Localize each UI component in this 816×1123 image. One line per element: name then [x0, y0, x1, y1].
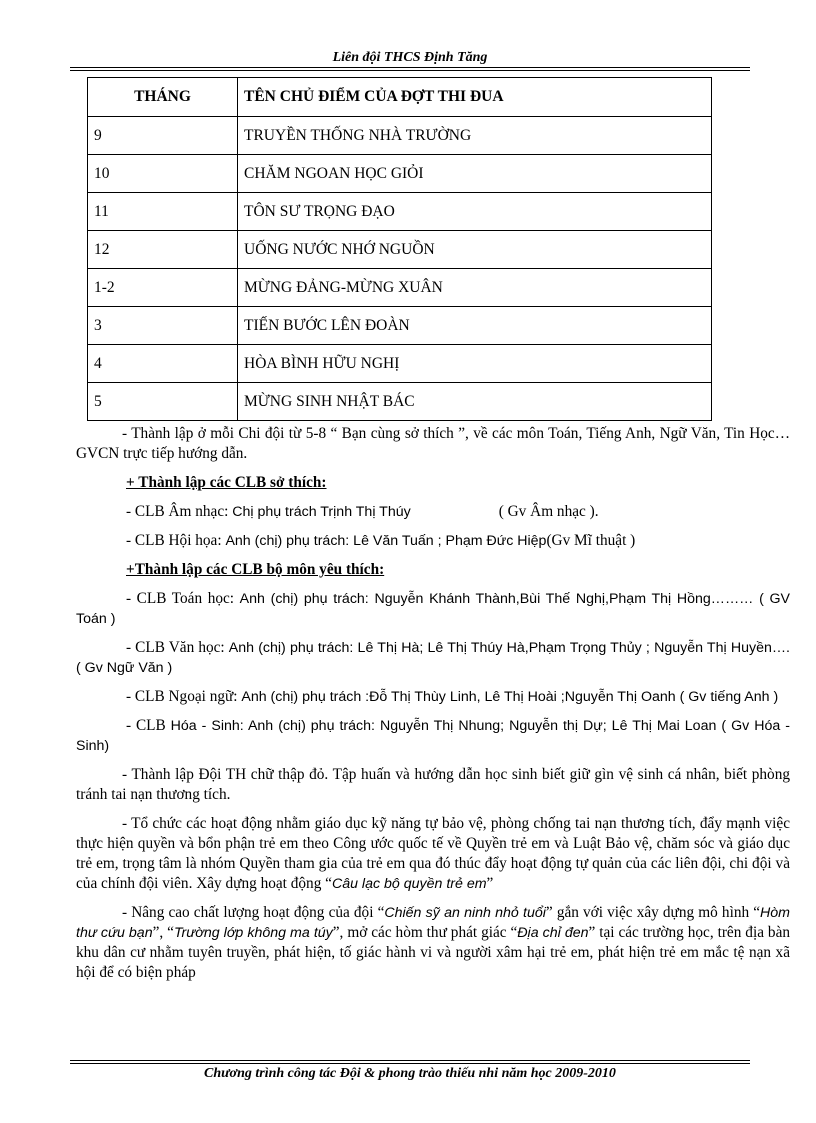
club-label: - CLB Toán học: [126, 590, 235, 607]
table-row [88, 269, 712, 307]
club-label: - CLB Văn học: [126, 639, 225, 656]
month-cell: 12 [88, 231, 238, 269]
section-heading-subject-clubs: +Thành lập các CLB bộ môn yêu thích: [126, 561, 385, 578]
paragraph-text: ” gắn với việc xây dựng mô hình “ [545, 904, 761, 921]
column-header-month: THÁNG [88, 78, 238, 117]
theme-cell: HÒA BÌNH HỮU NGHỊ [238, 345, 712, 383]
table-row [88, 193, 712, 231]
paragraph-text: - Nâng cao chất lượng hoạt động của đội “ [122, 904, 385, 921]
club-text: Anh (chị) phụ trách :Đỗ Thị Thùy Linh, Lê Thị Hoài ;Nguyễn Thị Oanh ( Gv tiếng Anh ) [241, 689, 779, 705]
paragraph-text: ” tại các trường học, trên địa bàn khu dân cư nhằm tuyên truyền, phát hiện, tố giác hành vi và người xâm hại trẻ em, phát hiện trẻ em mắc tệ nạn xã hội để có biện pháp [76, 924, 791, 981]
paragraph-text: - Tổ chức các hoạt động nhằm giáo dục kỹ năng tự bảo vệ, phòng chống tai nạn thương tích, đẩy mạnh việc thực hiện quyền và bổn phận trẻ em theo Công ước quốc tế về Quyền trẻ em và Luật Bảo vệ, chăm sóc và giáo dục trẻ em, trọng tâm là nhóm Quyền tham gia của trẻ em qua đó thúc đẩy hoạt động tự quản của các liên đội, chi đội và của chính đội viên. Xây dựng hoạt động “ [76, 815, 790, 892]
theme-cell: UỐNG NƯỚC NHỚ NGUỒN [238, 231, 712, 269]
table-row [88, 307, 712, 345]
club-text: Hóa - Sinh: Anh (chị) phụ trách: Nguyễn Thị Nhung; Nguyễn thị Dự; Lê Thị Mai Loan ( Gv Hóa - Sinh) [76, 718, 790, 754]
club-math [76, 589, 790, 629]
page-header: Liên đội THCS Định Tăng [332, 50, 488, 65]
month-cell: 1-2 [88, 269, 238, 307]
emphasis-text: Chiến sỹ an ninh nhỏ tuổi [384, 905, 546, 921]
club-text: Anh (chị) phụ trách: Lê Thị Hà; Lê Thị Thúy Hà,Phạm Trọng Thủy ; Nguyễn Thị Huyền…. ( Gv Ngữ Văn ) [76, 640, 790, 676]
theme-cell: TIẾN BƯỚC LÊN ĐOÀN [238, 307, 712, 345]
paragraph-security [76, 903, 790, 983]
table-row [88, 117, 712, 155]
club-person: Anh (chị) phụ trách: Lê Văn Tuấn ; Phạm Đức Hiệp [225, 533, 547, 549]
document-body [76, 424, 790, 992]
header-rule [70, 67, 750, 68]
theme-table [87, 77, 712, 421]
month-cell: 11 [88, 193, 238, 231]
header-rule-secondary [70, 70, 750, 71]
emphasis-text: Địa chỉ đen [517, 925, 589, 941]
club-label: - CLB Hội họa: [126, 532, 222, 549]
club-role: (Gv Mĩ thuật ) [546, 532, 636, 549]
month-cell: 5 [88, 383, 238, 421]
month-cell: 10 [88, 155, 238, 193]
club-foreign-language [76, 687, 790, 707]
emphasis-text: Câu lạc bộ quyền trẻ em [331, 876, 487, 892]
month-cell: 9 [88, 117, 238, 155]
footer-rule-secondary [70, 1063, 750, 1064]
club-chem-bio [76, 716, 790, 756]
table-row [88, 383, 712, 421]
club-label: - CLB Âm nhạc: [126, 503, 229, 520]
page-footer: Chương trình công tác Đội & phong trào thiếu nhi năm học 2009-2010 [204, 1066, 616, 1081]
club-art [76, 531, 790, 551]
paragraph-hobby-groups: - Thành lập ở mỗi Chi đội từ 5-8 “ Bạn cùng sở thích ”, về các môn Toán, Tiếng Anh, Ngữ Văn, Tin Học… GVCN trực tiếp hướng dẫn. [76, 425, 790, 462]
club-role: ( Gv Âm nhạc ). [498, 503, 599, 520]
paragraph-text: ”, mở các hòm thư phát giác “ [332, 924, 518, 941]
theme-cell: MỪNG ĐẢNG-MỪNG XUÂN [238, 269, 712, 307]
section-heading-hobby-clubs: + Thành lập các CLB sở thích: [126, 474, 327, 491]
table-header-row [88, 78, 712, 117]
club-label: - CLB Ngoại ngữ: [126, 688, 238, 705]
table-row [88, 231, 712, 269]
month-cell: 3 [88, 307, 238, 345]
column-header-theme: TÊN CHỦ ĐIỂM CỦA ĐỢT THI ĐUA [238, 78, 712, 117]
footer-rule [70, 1060, 750, 1061]
club-literature [76, 638, 790, 678]
emphasis-text: Hòm thư cứu bạn [76, 905, 790, 941]
club-text: Anh (chị) phụ trách: Nguyễn Khánh Thành,Bùi Thế Nghị,Phạm Thị Hồng……… ( GV Toán ) [76, 591, 790, 627]
month-cell: 4 [88, 345, 238, 383]
table-row [88, 155, 712, 193]
theme-cell: CHĂM NGOAN HỌC GIỎI [238, 155, 712, 193]
theme-cell: TRUYỀN THỐNG NHÀ TRƯỜNG [238, 117, 712, 155]
paragraph-red-cross: - Thành lập Đội TH chữ thập đỏ. Tập huấn và hướng dẫn học sinh biết giữ gìn vệ sinh cá nhân, biết phòng tránh tai nạn thương tích. [76, 766, 790, 803]
club-label: - CLB [126, 717, 166, 734]
paragraph-child-rights: - Tổ chức các hoạt động nhằm giáo dục kỹ năng tự bảo vệ, phòng chống tai nạn thương tích, đẩy mạnh việc thực hiện quyền và bổn phận trẻ em theo Công ước quốc tế về Quyền trẻ em và Luật Bảo vệ, chăm sóc và giáo dục trẻ em, trọng tâm là nhóm Quyền tham gia của trẻ em qua đó thúc đẩy hoạt động tự quản của các liên đội, chi đội và của chính đội viên. Xây dựng hoạt động “Câu lạc bộ quyền trẻ em” [76, 815, 790, 892]
theme-cell: TÔN SƯ TRỌNG ĐẠO [238, 193, 712, 231]
club-person: Chị phụ trách Trịnh Thị Thúy [232, 504, 411, 520]
table-row [88, 345, 712, 383]
club-music [76, 502, 790, 522]
theme-cell: MỪNG SINH NHẬT BÁC [238, 383, 712, 421]
emphasis-text: Trường lớp không ma túy [173, 925, 333, 941]
paragraph-text: ”, “ [152, 924, 174, 941]
